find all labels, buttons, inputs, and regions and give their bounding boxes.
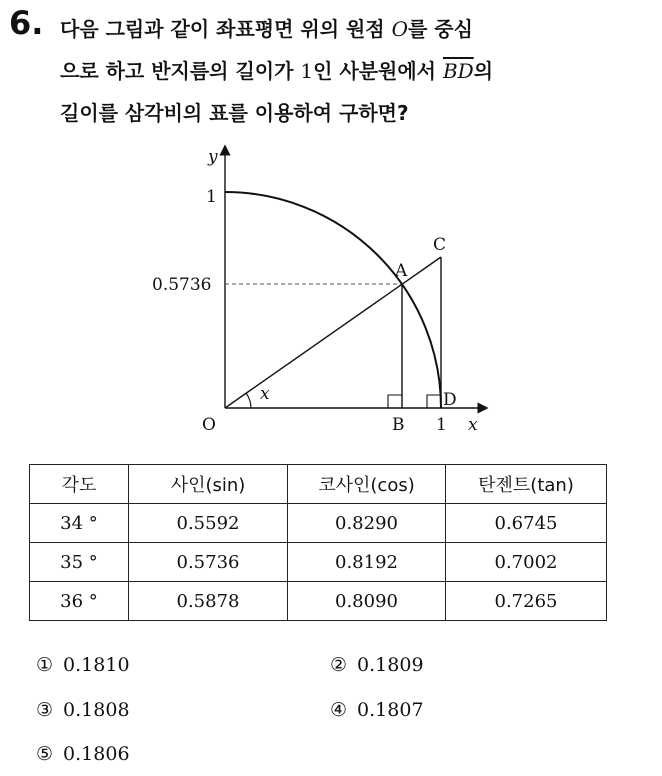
header-sin: 사인(sin) <box>129 465 288 504</box>
right-angle-d <box>427 395 441 408</box>
stem-text: 를 중심 <box>407 17 473 41</box>
choice-value: 0.1806 <box>63 743 130 765</box>
cell-tan: 0.7265 <box>446 582 607 621</box>
angle-label: x <box>260 384 270 404</box>
choice-mark: ① <box>36 654 54 676</box>
cell-cos: 0.8290 <box>288 504 446 543</box>
choice-5[interactable] <box>36 743 130 765</box>
point-a-label: A <box>395 261 408 281</box>
cell-sin: 0.5878 <box>129 582 288 621</box>
question-stem <box>60 8 640 134</box>
choice-1[interactable] <box>36 654 130 676</box>
cell-cos: 0.8090 <box>288 582 446 621</box>
x-one-label: 1 <box>436 415 447 435</box>
y-axis-label: y <box>208 147 218 167</box>
segment-bd: $\overline{BD}$ <box>442 59 474 83</box>
stem-line-1 <box>60 8 640 50</box>
cell-angle: 35 ° <box>30 543 129 582</box>
table-row <box>30 504 607 543</box>
line-oc <box>225 257 441 408</box>
quarter-circle-figure <box>150 140 490 440</box>
stem-text: 으로 하고 반지름의 길이가 <box>60 59 301 83</box>
table-row <box>30 582 607 621</box>
right-angle-b <box>388 395 402 408</box>
choice-2[interactable] <box>330 654 424 676</box>
choice-value: 0.1807 <box>357 699 424 721</box>
choice-mark: ③ <box>36 699 54 721</box>
choice-value: 0.1808 <box>63 699 130 721</box>
angle-arc <box>246 393 251 408</box>
choice-value: 0.1809 <box>357 654 424 676</box>
stem-text: 인 사분원에서 <box>313 59 443 83</box>
table-row <box>30 543 607 582</box>
stem-text: 의 <box>473 59 494 83</box>
choice-mark: ② <box>330 654 348 676</box>
stem-text: 다음 그림과 같이 좌표평면 위의 원점 <box>60 17 392 41</box>
choice-mark: ④ <box>330 699 348 721</box>
x-axis-label: x <box>468 415 478 435</box>
radius-value: 1 <box>300 59 314 83</box>
choice-4[interactable] <box>330 699 424 721</box>
table-header-row <box>30 465 607 504</box>
cell-sin: 0.5592 <box>129 504 288 543</box>
quarter-circle-arc <box>225 192 441 408</box>
y-value-label: 0.5736 <box>152 275 212 295</box>
choice-value: 0.1810 <box>63 654 130 676</box>
y-one-label: 1 <box>206 187 217 207</box>
cell-angle: 34 ° <box>30 504 129 543</box>
trig-table <box>29 464 607 621</box>
cell-tan: 0.6745 <box>446 504 607 543</box>
cell-sin: 0.5736 <box>129 543 288 582</box>
header-tan: 탄젠트(tan) <box>446 465 607 504</box>
choice-3[interactable] <box>36 699 130 721</box>
stem-line-3: 길이를 삼각비의 표를 이용하여 구하면? <box>60 101 409 125</box>
cell-cos: 0.8192 <box>288 543 446 582</box>
header-angle: 각도 <box>30 465 129 504</box>
header-cos: 코사인(cos) <box>288 465 446 504</box>
origin-symbol: O <box>391 17 408 41</box>
point-d-label: D <box>443 390 457 410</box>
cell-tan: 0.7002 <box>446 543 607 582</box>
question-number: 6. <box>9 4 44 42</box>
stem-line-2 <box>60 50 640 92</box>
origin-label: O <box>202 415 216 435</box>
point-c-label: C <box>433 235 447 255</box>
choice-mark: ⑤ <box>36 743 54 765</box>
cell-angle: 36 ° <box>30 582 129 621</box>
point-b-label: B <box>392 415 405 435</box>
